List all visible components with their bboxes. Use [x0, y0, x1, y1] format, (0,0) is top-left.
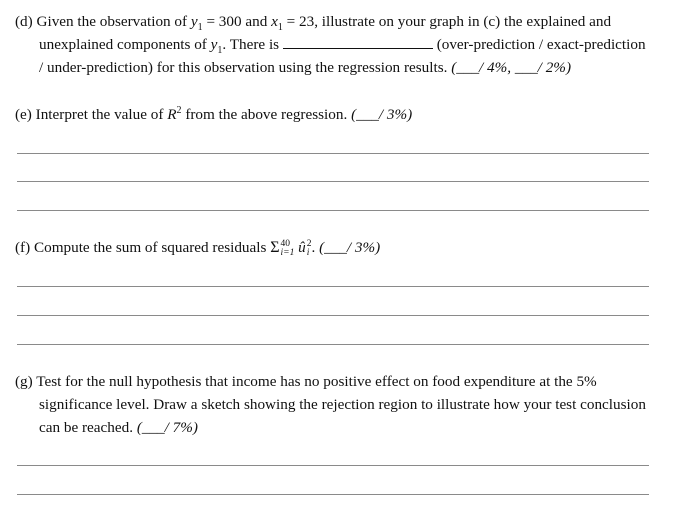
- marks-d: (___/ 4%, ___/ 2%): [451, 59, 571, 76]
- question-f-label: (f): [15, 239, 31, 256]
- answer-line-e-1[interactable]: [17, 153, 649, 154]
- marks-g: (___/ 7%): [136, 419, 198, 436]
- question-d-line2: unexplained components of $y_1$. There is (over-prediction / exact-prediction: [39, 36, 646, 57]
- answer-blank-d[interactable]: [283, 34, 433, 49]
- question-e: [15, 103, 656, 126]
- question-f: [15, 236, 656, 259]
- answer-line-f-2[interactable]: [17, 315, 649, 316]
- answer-line-f-1[interactable]: [17, 286, 649, 287]
- question-g-line1: (g) Test for the null hypothesis that income has no positive effect on food expenditure at the 5%: [15, 373, 597, 390]
- question-g-line2: significance level. Draw a sketch showing the rejection region to illustrate how your test conclusion: [39, 396, 646, 413]
- answer-line-g-2[interactable]: [17, 494, 649, 495]
- answer-line-f-3[interactable]: [17, 344, 649, 345]
- marks-e: (___/ 3%): [351, 106, 413, 123]
- question-g: [15, 370, 656, 439]
- question-g-line3: can be reached. (___/ 7%): [39, 419, 198, 436]
- answer-line-e-2[interactable]: [17, 181, 649, 182]
- question-d: [15, 10, 656, 79]
- answer-line-e-3[interactable]: [17, 210, 649, 211]
- answer-line-g-1[interactable]: [17, 465, 649, 466]
- question-g-label: (g): [15, 373, 33, 390]
- question-d-label: (d): [15, 13, 33, 30]
- sum-expression: Σ 40 i=1 û 2 i .: [270, 238, 316, 258]
- question-f-line: (f) Compute the sum of squared residuals Σ 40 i=1 û 2 i . (___/ 3%): [15, 236, 656, 259]
- question-d-line3: / under-prediction) for this observation using the regression results. (___/ 4%, ___/ 2%): [39, 59, 571, 76]
- marks-f: (___/ 3%): [319, 239, 381, 256]
- question-d-line1: (d) Given the observation of $y_1 = 300$ and $x_1 = 23$, illustrate on your graph in (c) the explained and: [15, 13, 612, 34]
- question-e-line: (e) Interpret the value of $R^2$ from the above regression. (___/ 3%): [15, 104, 413, 123]
- question-e-label: (e): [15, 106, 32, 123]
